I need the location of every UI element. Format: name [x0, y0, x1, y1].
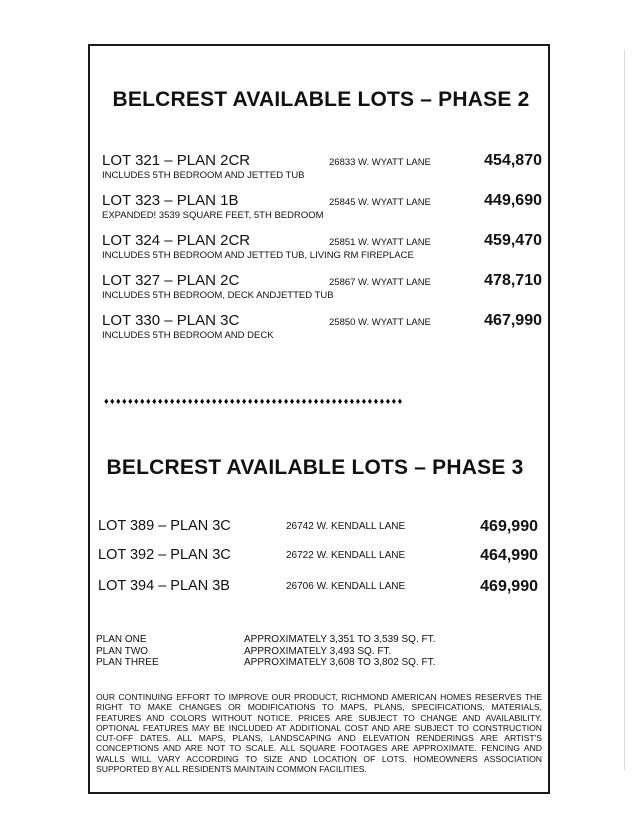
- plan-size: APPROXIMATELY 3,351 TO 3,539 SQ. FT.: [244, 634, 436, 645]
- lot-note: INCLUDES 5TH BEDROOM AND DECK: [102, 330, 274, 341]
- lot-name: LOT 389 – PLAN 3C: [98, 518, 231, 534]
- plan-size: APPROXIMATELY 3,608 TO 3,802 SQ. FT.: [244, 657, 436, 668]
- lot-price: 449,690: [484, 192, 542, 209]
- plan-sizes: [96, 634, 536, 669]
- lot-price: 464,990: [480, 547, 538, 564]
- lot-address: 25845 W. WYATT LANE: [329, 197, 431, 208]
- lot-note: INCLUDES 5TH BEDROOM AND JETTED TUB, LIVING RM FIREPLACE: [102, 250, 414, 261]
- page-edge-line: [624, 50, 625, 770]
- phase3-title: BELCREST AVAILABLE LOTS – PHASE 3: [106, 456, 524, 479]
- lot-address: 26833 W. WYATT LANE: [329, 157, 431, 168]
- phase2-title: BELCREST AVAILABLE LOTS – PHASE 2: [112, 88, 530, 111]
- lot-name: LOT 392 – PLAN 3C: [98, 547, 231, 563]
- plan-name: PLAN TWO: [96, 645, 149, 657]
- plan-row: [96, 634, 536, 646]
- lot-name: LOT 321 – PLAN 2CR: [102, 152, 251, 169]
- disclaimer: OUR CONTINUING EFFORT TO IMPROVE OUR PRODUCT, RICHMOND AMERICAN HOMES RESERVES THE RIGHT TO MAKE CHANGES OR MODIFICATIONS TO MAPS, PLANS, SPECIFICATIONS, MATERIALS, FEATURES AND COLORS WITHOUT NOTICE. PRICES ARE SUBJECT TO CHANGE AND AVAILABILITY. OPTIONAL FEATURES MAY BE INCLUDED AT ADDITIONAL COST AND ARE SUBJECT TO CONSTRUCTION CUT-OFF DATES. ALL MAPS, PLANS, LANDSCAPING AND ELEVATION RENDERINGS ARE ARTIST'S CONCEPTIONS AND ARE NOT TO SCALE. ALL SQUARE FOOTAGES ARE APPROXIMATE. FENCING AND WALLS WILL VARY ACCORDING TO SIZE AND LOCATION OF LOTS. HOMEOWNERS ASSOCIATION SUPPORTED BY ALL RESIDENTS MAINTAIN COMMON FACILITIES.: [96, 692, 542, 775]
- lot-note: EXPANDED! 3539 SQUARE FEET, 5TH BEDROOM: [102, 210, 324, 221]
- lot-name: LOT 324 – PLAN 2CR: [102, 232, 251, 249]
- lot-sheet-frame: [88, 44, 550, 794]
- lot-name: LOT 394 – PLAN 3B: [98, 578, 230, 594]
- lot-address: 26706 W. KENDALL LANE: [286, 581, 406, 592]
- lot-note: INCLUDES 5TH BEDROOM, DECK ANDJETTED TUB: [102, 290, 334, 301]
- lot-address: 26742 W. KENDALL LANE: [286, 521, 406, 532]
- lot-note: INCLUDES 5TH BEDROOM AND JETTED TUB: [102, 170, 305, 181]
- lot-name: LOT 323 – PLAN 1B: [102, 192, 239, 209]
- plan-row: [96, 646, 536, 658]
- plan-name: PLAN THREE: [96, 657, 159, 668]
- plan-size: APPROXIMATELY 3,493 SQ. FT.: [244, 645, 392, 657]
- plan-row: [96, 657, 536, 669]
- lot-price: 454,870: [484, 152, 542, 169]
- lot-price: 469,990: [480, 578, 538, 595]
- lot-address: 26722 W. KENDALL LANE: [286, 550, 406, 561]
- lot-address: 25851 W. WYATT LANE: [329, 237, 431, 248]
- lot-name: LOT 327 – PLAN 2C: [102, 272, 240, 289]
- lot-address: 25867 W. WYATT LANE: [329, 277, 431, 288]
- lot-name: LOT 330 – PLAN 3C: [102, 312, 240, 329]
- lot-price: 459,470: [484, 232, 542, 249]
- plan-name: PLAN ONE: [96, 634, 147, 645]
- lot-address: 25850 W. WYATT LANE: [329, 317, 431, 328]
- lot-price: 467,990: [484, 312, 542, 329]
- lot-price: 469,990: [480, 518, 538, 535]
- lot-price: 478,710: [484, 272, 542, 289]
- diamond-separator: ♦♦♦♦♦♦♦♦♦♦♦♦♦♦♦♦♦♦♦♦♦♦♦♦♦♦♦♦♦♦♦♦♦♦♦♦♦♦♦♦♦♦♦♦♦♦♦♦♦♦: [104, 396, 404, 406]
